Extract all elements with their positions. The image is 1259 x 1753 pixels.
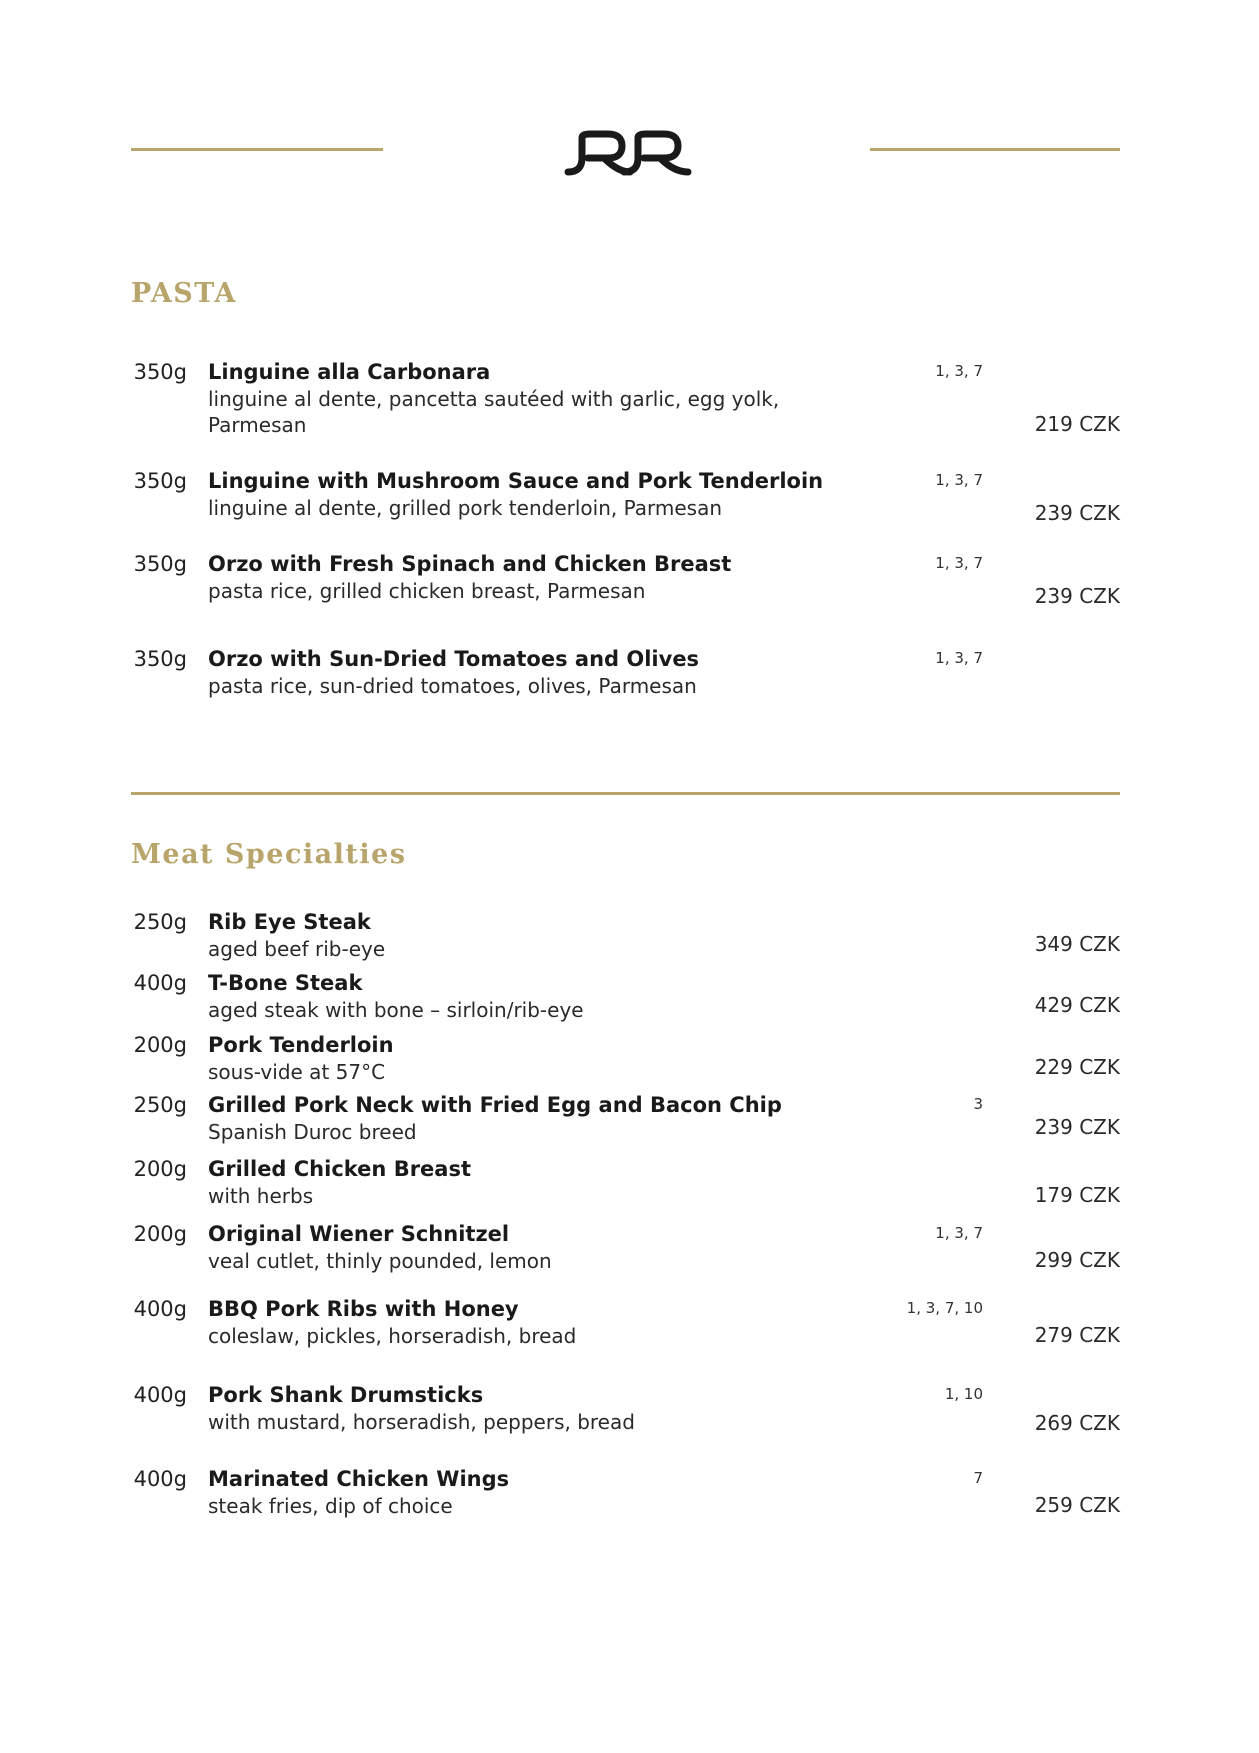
item-name: Grilled Pork Neck with Fried Egg and Bacon Chip bbox=[208, 1093, 782, 1117]
item-weight: 200g bbox=[133, 1157, 187, 1181]
item-weight: 350g bbox=[133, 360, 187, 384]
item-allergens: 1, 3, 7 bbox=[935, 554, 983, 572]
item-description: with herbs bbox=[208, 1184, 314, 1208]
menu-item bbox=[0, 1467, 1259, 1527]
item-description: pasta rice, sun-dried tomatoes, olives, Parmesan bbox=[208, 674, 697, 698]
item-name: Linguine alla Carbonara bbox=[208, 360, 491, 384]
item-description: aged beef rib-eye bbox=[208, 937, 386, 961]
item-price: 239 CZK bbox=[1034, 501, 1120, 525]
item-description: veal cutlet, thinly pounded, lemon bbox=[208, 1249, 552, 1273]
menu-item bbox=[0, 1157, 1259, 1217]
item-name: Original Wiener Schnitzel bbox=[208, 1222, 510, 1246]
rr-monogram-logo bbox=[560, 128, 694, 178]
item-weight: 400g bbox=[133, 1297, 187, 1321]
item-name: Pork Shank Drumsticks bbox=[208, 1383, 484, 1407]
item-price: 349 CZK bbox=[1034, 932, 1120, 956]
item-weight: 200g bbox=[133, 1033, 187, 1057]
menu-item bbox=[0, 971, 1259, 1031]
menu-item bbox=[0, 1297, 1259, 1357]
section-title-pasta: PASTA bbox=[131, 278, 237, 309]
section-title-meat: Meat Specialties bbox=[131, 839, 407, 870]
item-name: Orzo with Sun-Dried Tomatoes and Olives bbox=[208, 647, 700, 671]
item-name: BBQ Pork Ribs with Honey bbox=[208, 1297, 519, 1321]
item-price: 219 CZK bbox=[1034, 412, 1120, 436]
item-weight: 250g bbox=[133, 1093, 187, 1117]
item-price: 229 CZK bbox=[1034, 1055, 1120, 1079]
item-description: linguine al dente, grilled pork tenderloin, Parmesan bbox=[208, 496, 723, 520]
item-price: 299 CZK bbox=[1034, 1248, 1120, 1272]
item-weight: 350g bbox=[133, 647, 187, 671]
item-description: linguine al dente, pancetta sautéed with garlic, egg yolk, Parmesan bbox=[208, 387, 780, 437]
item-name: Marinated Chicken Wings bbox=[208, 1467, 510, 1491]
menu-item bbox=[0, 552, 1259, 612]
item-description: pasta rice, grilled chicken breast, Parmesan bbox=[208, 579, 646, 603]
item-description: sous-vide at 57°C bbox=[208, 1060, 386, 1084]
header-rule-left bbox=[131, 148, 383, 151]
item-name: Grilled Chicken Breast bbox=[208, 1157, 472, 1181]
item-allergens: 1, 3, 7 bbox=[935, 649, 983, 667]
item-weight: 250g bbox=[133, 910, 187, 934]
item-name: Linguine with Mushroom Sauce and Pork Tenderloin bbox=[208, 469, 824, 493]
item-allergens: 1, 10 bbox=[944, 1385, 983, 1403]
item-price: 179 CZK bbox=[1034, 1183, 1120, 1207]
menu-item bbox=[0, 1222, 1259, 1282]
item-weight: 400g bbox=[133, 971, 187, 995]
item-price: 259 CZK bbox=[1034, 1493, 1120, 1517]
item-weight: 200g bbox=[133, 1222, 187, 1246]
item-price: 239 CZK bbox=[1034, 584, 1120, 608]
section-divider bbox=[131, 792, 1120, 795]
menu-item bbox=[0, 1093, 1259, 1153]
menu-item bbox=[0, 647, 1259, 707]
item-allergens: 1, 3, 7 bbox=[935, 362, 983, 380]
item-price: 269 CZK bbox=[1034, 1411, 1120, 1435]
item-weight: 400g bbox=[133, 1467, 187, 1491]
menu-item bbox=[0, 360, 1259, 437]
item-name: Orzo with Fresh Spinach and Chicken Breast bbox=[208, 552, 732, 576]
item-name: Rib Eye Steak bbox=[208, 910, 371, 934]
item-name: T-Bone Steak bbox=[208, 971, 363, 995]
item-allergens: 3 bbox=[973, 1095, 983, 1113]
menu-item bbox=[0, 910, 1259, 970]
item-description: aged steak with bone – sirloin/rib-eye bbox=[208, 998, 584, 1022]
item-weight: 350g bbox=[133, 469, 187, 493]
item-price: 429 CZK bbox=[1034, 993, 1120, 1017]
item-allergens: 1, 3, 7, 10 bbox=[906, 1299, 983, 1317]
menu-item bbox=[0, 1383, 1259, 1443]
item-name: Pork Tenderloin bbox=[208, 1033, 394, 1057]
header-rule-right bbox=[870, 148, 1120, 151]
item-allergens: 1, 3, 7 bbox=[935, 1224, 983, 1242]
item-price: 239 CZK bbox=[1034, 1115, 1120, 1139]
item-allergens: 1, 3, 7 bbox=[935, 471, 983, 489]
item-description: Spanish Duroc breed bbox=[208, 1120, 417, 1144]
item-price: 279 CZK bbox=[1034, 1323, 1120, 1347]
item-description: with mustard, horseradish, peppers, bread bbox=[208, 1410, 635, 1434]
item-allergens: 7 bbox=[973, 1469, 983, 1487]
item-description: coleslaw, pickles, horseradish, bread bbox=[208, 1324, 577, 1348]
menu-item bbox=[0, 469, 1259, 529]
item-description: steak fries, dip of choice bbox=[208, 1494, 453, 1518]
item-weight: 350g bbox=[133, 552, 187, 576]
menu-item bbox=[0, 1033, 1259, 1093]
item-weight: 400g bbox=[133, 1383, 187, 1407]
